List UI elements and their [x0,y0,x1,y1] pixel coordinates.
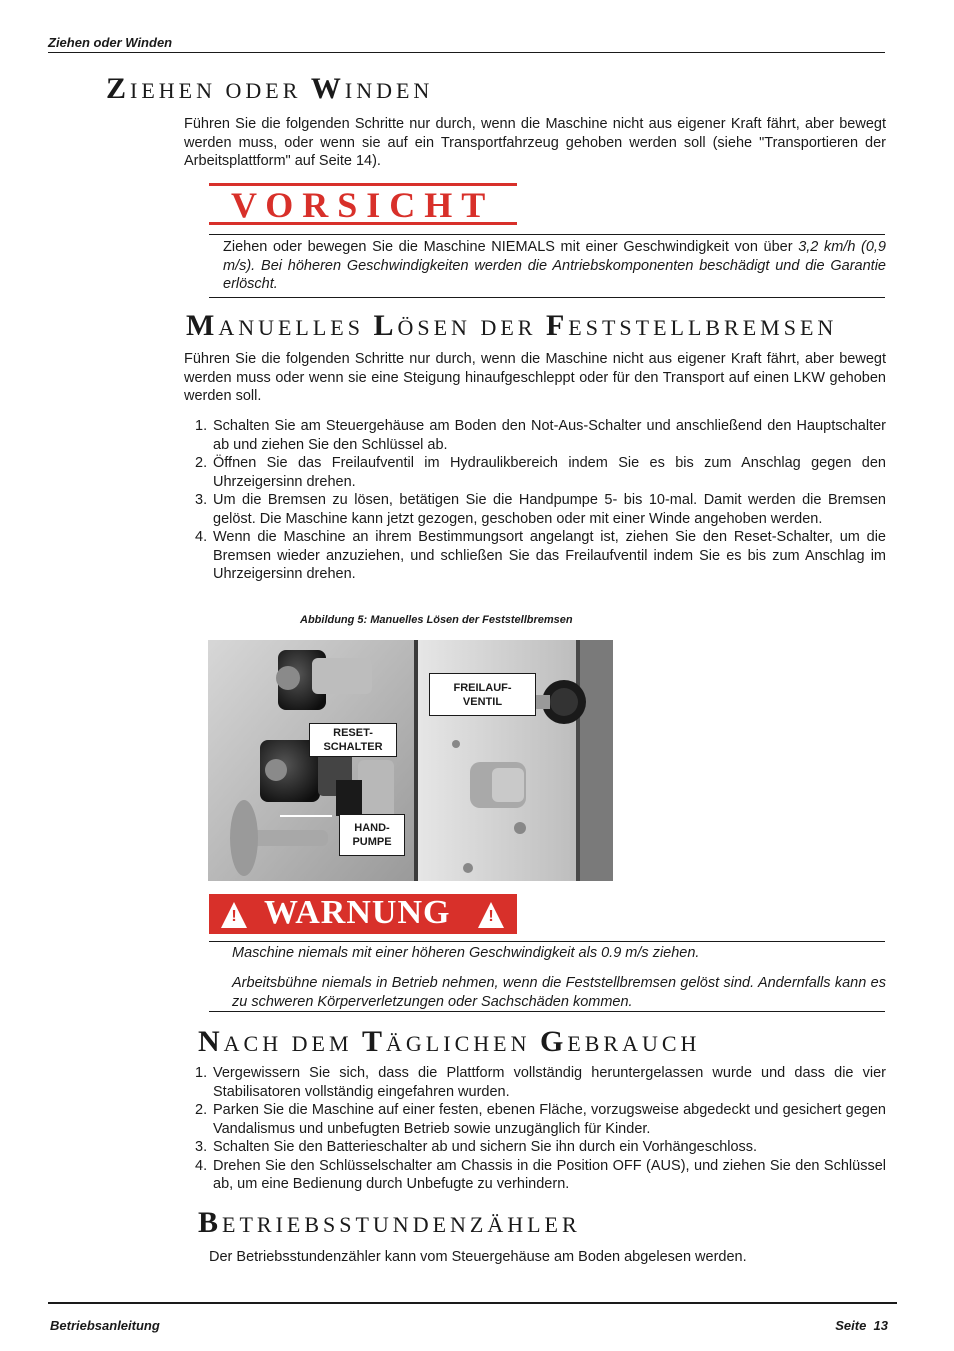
brake-release-photo [208,640,613,881]
list-item: 2. Parken Sie die Maschine auf einer festen, ebenen Fläche, vorzugsweise abgedeckt und gesichert gegen Vandalismus und unbefugten Betrieb sowie unzugänglich für Kinder. [195,1102,886,1137]
callout-handpumpe: HAND- PUMPE [339,814,405,856]
warning-bottom-rule [209,1011,885,1012]
caution-text: Ziehen oder bewegen Sie die Maschine NIEMALS mit einer Geschwindigkeit von über 3,2 km/h (0,9 m/s). Bei höheren Geschwindigkeiten werden die Antriebskomponenten beschädigt und die Garantie erlöscht. [223,239,886,292]
section2-paragraph: Führen Sie die folgenden Schritte nur durch, wenn die Maschine nicht aus eigener Kraft fährt, aber bewegt werden muss oder wenn sie eine Steigung hinaufgeschleppt oder für den Transport auf einen LKW gehoben werden soll. [184,351,886,404]
figure-caption: Abbildung 5: Manuelles Lösen der Feststellbremsen [300,614,573,626]
warning-line2: Arbeitsbühne niemals in Betrieb nehmen, wenn die Feststellbremsen gelöst sind. Andernfalls kann es zu schweren Körperverletzungen oder Sachschäden kommen. [232,975,886,1010]
section1-paragraph: Führen Sie die folgenden Schritte nur durch, wenn die Maschine nicht aus eigener Kraft fährt, aber bewegt werden muss, oder wenn sie auf ein Transportfahrzeug gehoben werden soll (siehe "Transportieren der Arbeitsplattform" auf Seite 14). [184,116,886,169]
list-item: 1. Vergewissern Sie sich, dass die Plattform vollständig heruntergelassen wurde und dass die vier Stabilisatoren vollständig eingefahren wurden. [195,1065,886,1100]
list-item: 2. Öffnen Sie das Freilaufventil im Hydraulikbereich indem Sie es bis zum Anschlag gegen den Uhrzeigersinn drehen. [195,455,886,490]
warning-line1: Maschine niemals mit einer höheren Geschwindigkeit als 0.9 m/s ziehen. [232,945,700,961]
running-header: Ziehen oder Winden [48,35,173,50]
page-number: Seite 13 [835,1318,888,1333]
list-item: 4. Wenn die Maschine an ihrem Bestimmungsort angelangt ist, ziehen Sie den Reset-Schalter, um die Bremsen wieder anzuziehen, und schließen Sie das Freilaufventil indem Sie es bis zum Anschlag im Uhrzeigersinn drehen. [195,529,886,582]
warning-top-rule [209,941,885,942]
exclamation-icon: ! [488,908,494,925]
caution-banner [209,183,517,225]
photo-illustration [208,640,613,881]
section3-steps [185,1064,886,1194]
section-heading-nach-dem-gebrauch: NACH DEM TÄGLICHEN GEBRAUCH [198,1025,701,1058]
callout-reset-schalter: RESET- SCHALTER [309,723,397,757]
section-heading-betriebsstundenzaehler: BETRIEBSSTUNDENZÄHLER [198,1206,581,1239]
caution-bottom-rule [209,297,885,298]
footer-left: Betriebsanleitung [50,1318,160,1333]
section2-steps [185,417,886,584]
caution-top-rule [209,234,885,235]
callout-freilaufventil: FREILAUF- VENTIL [429,673,536,716]
list-item: 4. Drehen Sie den Schlüsselschalter am Chassis in die Position OFF (AUS), und ziehen Sie den Schlüssel ab, um eine Bedienung durch Unbefugte zu verhindern. [195,1157,886,1192]
section-heading-feststellbremsen: MANUELLES LÖSEN DER FESTSTELLBREMSEN [186,309,838,342]
exclamation-icon: ! [231,908,237,925]
header-rule [48,52,885,53]
warning-title: WARNUNG [264,894,451,931]
section-heading-ziehen: ZIEHEN ODER WINDEN [106,72,434,105]
footer-rule [48,1302,897,1304]
section4-paragraph: Der Betriebsstundenzähler kann vom Steuergehäuse am Boden abgelesen werden. [209,1249,747,1265]
list-item: 1. Schalten Sie am Steuergehäuse am Boden den Not-Aus-Schalter und anschließend den Hauptschalter ab und ziehen Sie den Schlüssel ab. [195,418,886,453]
list-item: 3. Schalten Sie den Batterieschalter ab und sichern Sie ihn durch ein Vorhängeschloss. [195,1139,758,1155]
caution-title: VORSICHT [231,185,495,225]
list-item: 3. Um die Bremsen zu lösen, betätigen Sie die Handpumpe 5- bis 10-mal. Damit werden die Bremsen gelöst. Die Maschine kann jetzt gezogen, geschoben oder mit einer Winde angehoben werden. [195,492,886,527]
warning-banner [209,894,517,934]
